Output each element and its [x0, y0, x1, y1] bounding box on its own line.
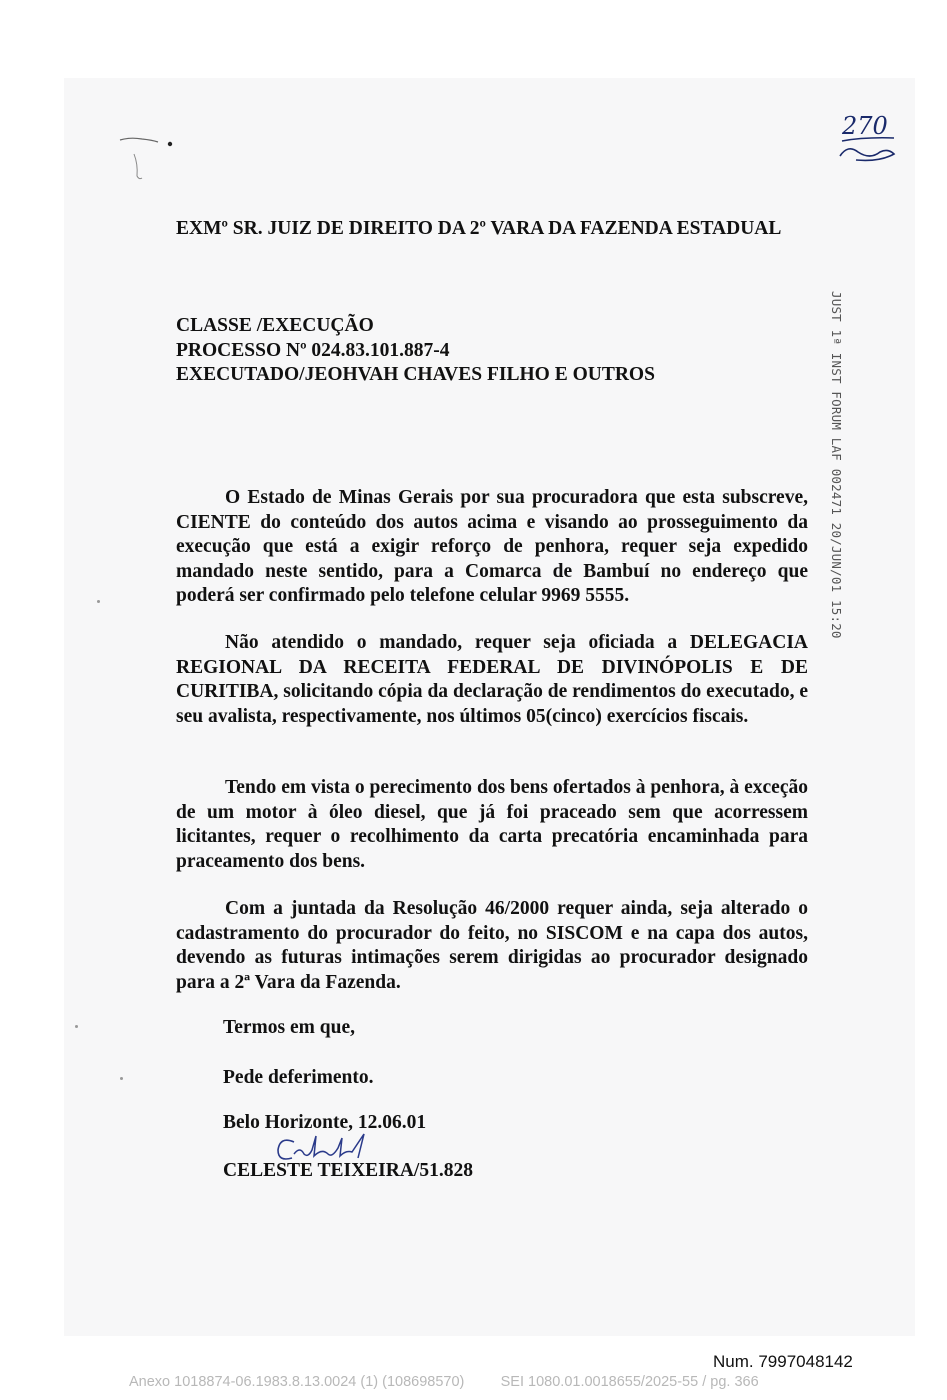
scan-speck [97, 600, 100, 603]
handwritten-page-number [836, 108, 900, 170]
document-number: Num. 7997048142 [713, 1352, 853, 1371]
scan-speck [75, 1025, 78, 1028]
case-executed-party: EXECUTADO/JEOHVAH CHAVES FILHO E OUTROS [176, 364, 655, 385]
stray-pen-marks [112, 128, 182, 188]
place-date: Belo Horizonte, 12.06.01 [223, 1112, 427, 1133]
sei-annex-reference: Anexo 1018874-06.1983.8.13.0024 (1) (108698570) SEI 1080.01.0018655/2025-55 / pg. 366 [129, 1374, 759, 1390]
body-paragraph: Tendo em vista o perecimento dos bens ofertados à penhora, à exceção de um motor à óleo diesel, que já foi praceado sem que acorressem licitantes, requer o recolhimento da carta precatória encaminhada para praceamento dos bens. [176, 777, 808, 872]
addressee: EXMº SR. JUIZ DE DIREITO DA 2º VARA DA FAZENDA ESTADUAL [176, 218, 782, 239]
body-paragraph: Com a juntada da Resolução 46/2000 requer ainda, seja alterado o cadastramento do procurador do feito, no SISCOM e na capa dos autos, devendo as futuras intimações serem dirigidas ao procurador designado para a 2ª Vara da Fazenda. [176, 898, 808, 993]
case-class: CLASSE /EXECUÇÃO [176, 315, 374, 336]
scan-speck [120, 1077, 123, 1080]
case-number: PROCESSO Nº 024.83.101.887-4 [176, 339, 450, 361]
closing-formula: Termos em que, [223, 1017, 355, 1038]
svg-text:270: 270 [842, 112, 888, 140]
closing-request: Pede deferimento. [223, 1067, 374, 1088]
body-paragraph: Não atendido o mandado, requer seja oficiada a DELEGACIA REGIONAL DA RECEITA FEDERAL DE DIVINÓPOLIS E DE CURITIBA, solicitando cópia da declaração de rendimentos do executado, e seu avalista, respectivamente, nos últimos 05(cinco) exercícios fiscais. [176, 632, 808, 727]
body-paragraph: O Estado de Minas Gerais por sua procuradora que esta subscreve, CIENTE do conteúdo dos autos acima e visando ao prosseguimento da execução que está a exigir reforço de penhora, requer seja expedido mandado neste sentido, para a Comarca de Bambuí no endereço que poderá ser confirmado pelo telefone celular 9969 5555. [176, 487, 808, 606]
court-receipt-stamp: JUST 1ª INST FORUM LAF 002471 20/JUN/01 15:20 [829, 291, 844, 639]
case-header [176, 314, 816, 388]
signatory: CELESTE TEIXEIRA/51.828 [223, 1160, 473, 1181]
